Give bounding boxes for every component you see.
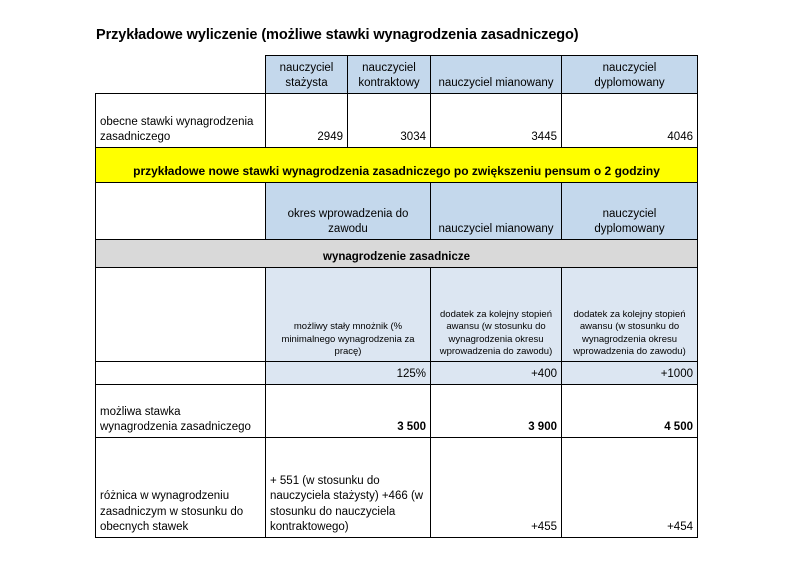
table-row-descriptions bbox=[96, 268, 698, 362]
multiplier-value-okres: 125% bbox=[266, 362, 431, 385]
header-cell-dyplomowany: nauczyciel dyplomowany bbox=[562, 56, 698, 94]
salary-calculation-table bbox=[95, 55, 698, 538]
current-rate-dyplomowany: 4046 bbox=[562, 94, 698, 148]
table-row-multiplier-values bbox=[96, 362, 698, 385]
row-label-difference: różnica w wynagrodzeniu zasadniczym w stosunku do obecnych stawek bbox=[96, 438, 266, 538]
multiplier-value-mianowany: +400 bbox=[431, 362, 562, 385]
description-cell-mnoznik: możliwy stały mnożnik (% minimalnego wynagrodzenia za pracę) bbox=[266, 268, 431, 362]
table-row-yellow-banner bbox=[96, 148, 698, 183]
table-row-current-rates bbox=[96, 94, 698, 148]
header2-cell-mianowany: nauczyciel mianowany bbox=[431, 183, 562, 240]
difference-value-okres: + 551 (w stosunku do nauczyciela stażysty) +466 (w stosunku do nauczyciela kontraktowego) bbox=[266, 438, 431, 538]
table-row-header-teacher-levels bbox=[96, 56, 698, 94]
possible-rate-mianowany: 3 900 bbox=[431, 385, 562, 438]
table-row-grey-band bbox=[96, 240, 698, 268]
description-cell-dodatek-mianowany: dodatek za kolejny stopień awansu (w stosunku do wynagrodzenia okresu wprowadzenia do zawodu) bbox=[431, 268, 562, 362]
difference-value-mianowany: +455 bbox=[431, 438, 562, 538]
yellow-banner-text: przykładowe nowe stawki wynagrodzenia zasadniczego po zwiększeniu pensum o 2 godziny bbox=[96, 148, 698, 183]
header-cell-kontraktowy: nauczyciel kontraktowy bbox=[348, 56, 431, 94]
row-label-current-rates: obecne stawki wynagrodzenia zasadniczego bbox=[96, 94, 266, 148]
table-row-possible-rate bbox=[96, 385, 698, 438]
grey-band-text: wynagrodzenie zasadnicze bbox=[96, 240, 698, 268]
row-label-possible-rate: możliwa stawka wynagrodzenia zasadniczego bbox=[96, 385, 266, 438]
page-title: Przykładowe wyliczenie (możliwe stawki wynagrodzenia zasadniczego) bbox=[96, 27, 579, 43]
table-row-header-new-scheme bbox=[96, 183, 698, 240]
header2-empty-label-cell bbox=[96, 183, 266, 240]
header-cell-stazysta: nauczyciel stażysta bbox=[266, 56, 348, 94]
difference-value-dyplomowany: +454 bbox=[562, 438, 698, 538]
table-row-difference bbox=[96, 438, 698, 538]
possible-rate-okres: 3 500 bbox=[266, 385, 431, 438]
description-cell-dodatek-dyplomowany: dodatek za kolejny stopień awansu (w stosunku do wynagrodzenia okresu wprowadzenia do zawodu) bbox=[562, 268, 698, 362]
header-cell-mianowany: nauczyciel mianowany bbox=[431, 56, 562, 94]
current-rate-mianowany: 3445 bbox=[431, 94, 562, 148]
possible-rate-dyplomowany: 4 500 bbox=[562, 385, 698, 438]
multiplier-empty-label-cell bbox=[96, 362, 266, 385]
header2-cell-okres-wprowadzenia: okres wprowadzenia do zawodu bbox=[266, 183, 431, 240]
header-empty-label-cell bbox=[96, 56, 266, 94]
current-rate-stazysta: 2949 bbox=[266, 94, 348, 148]
description-empty-label-cell bbox=[96, 268, 266, 362]
current-rate-kontraktowy: 3034 bbox=[348, 94, 431, 148]
header2-cell-dyplomowany: nauczyciel dyplomowany bbox=[562, 183, 698, 240]
multiplier-value-dyplomowany: +1000 bbox=[562, 362, 698, 385]
